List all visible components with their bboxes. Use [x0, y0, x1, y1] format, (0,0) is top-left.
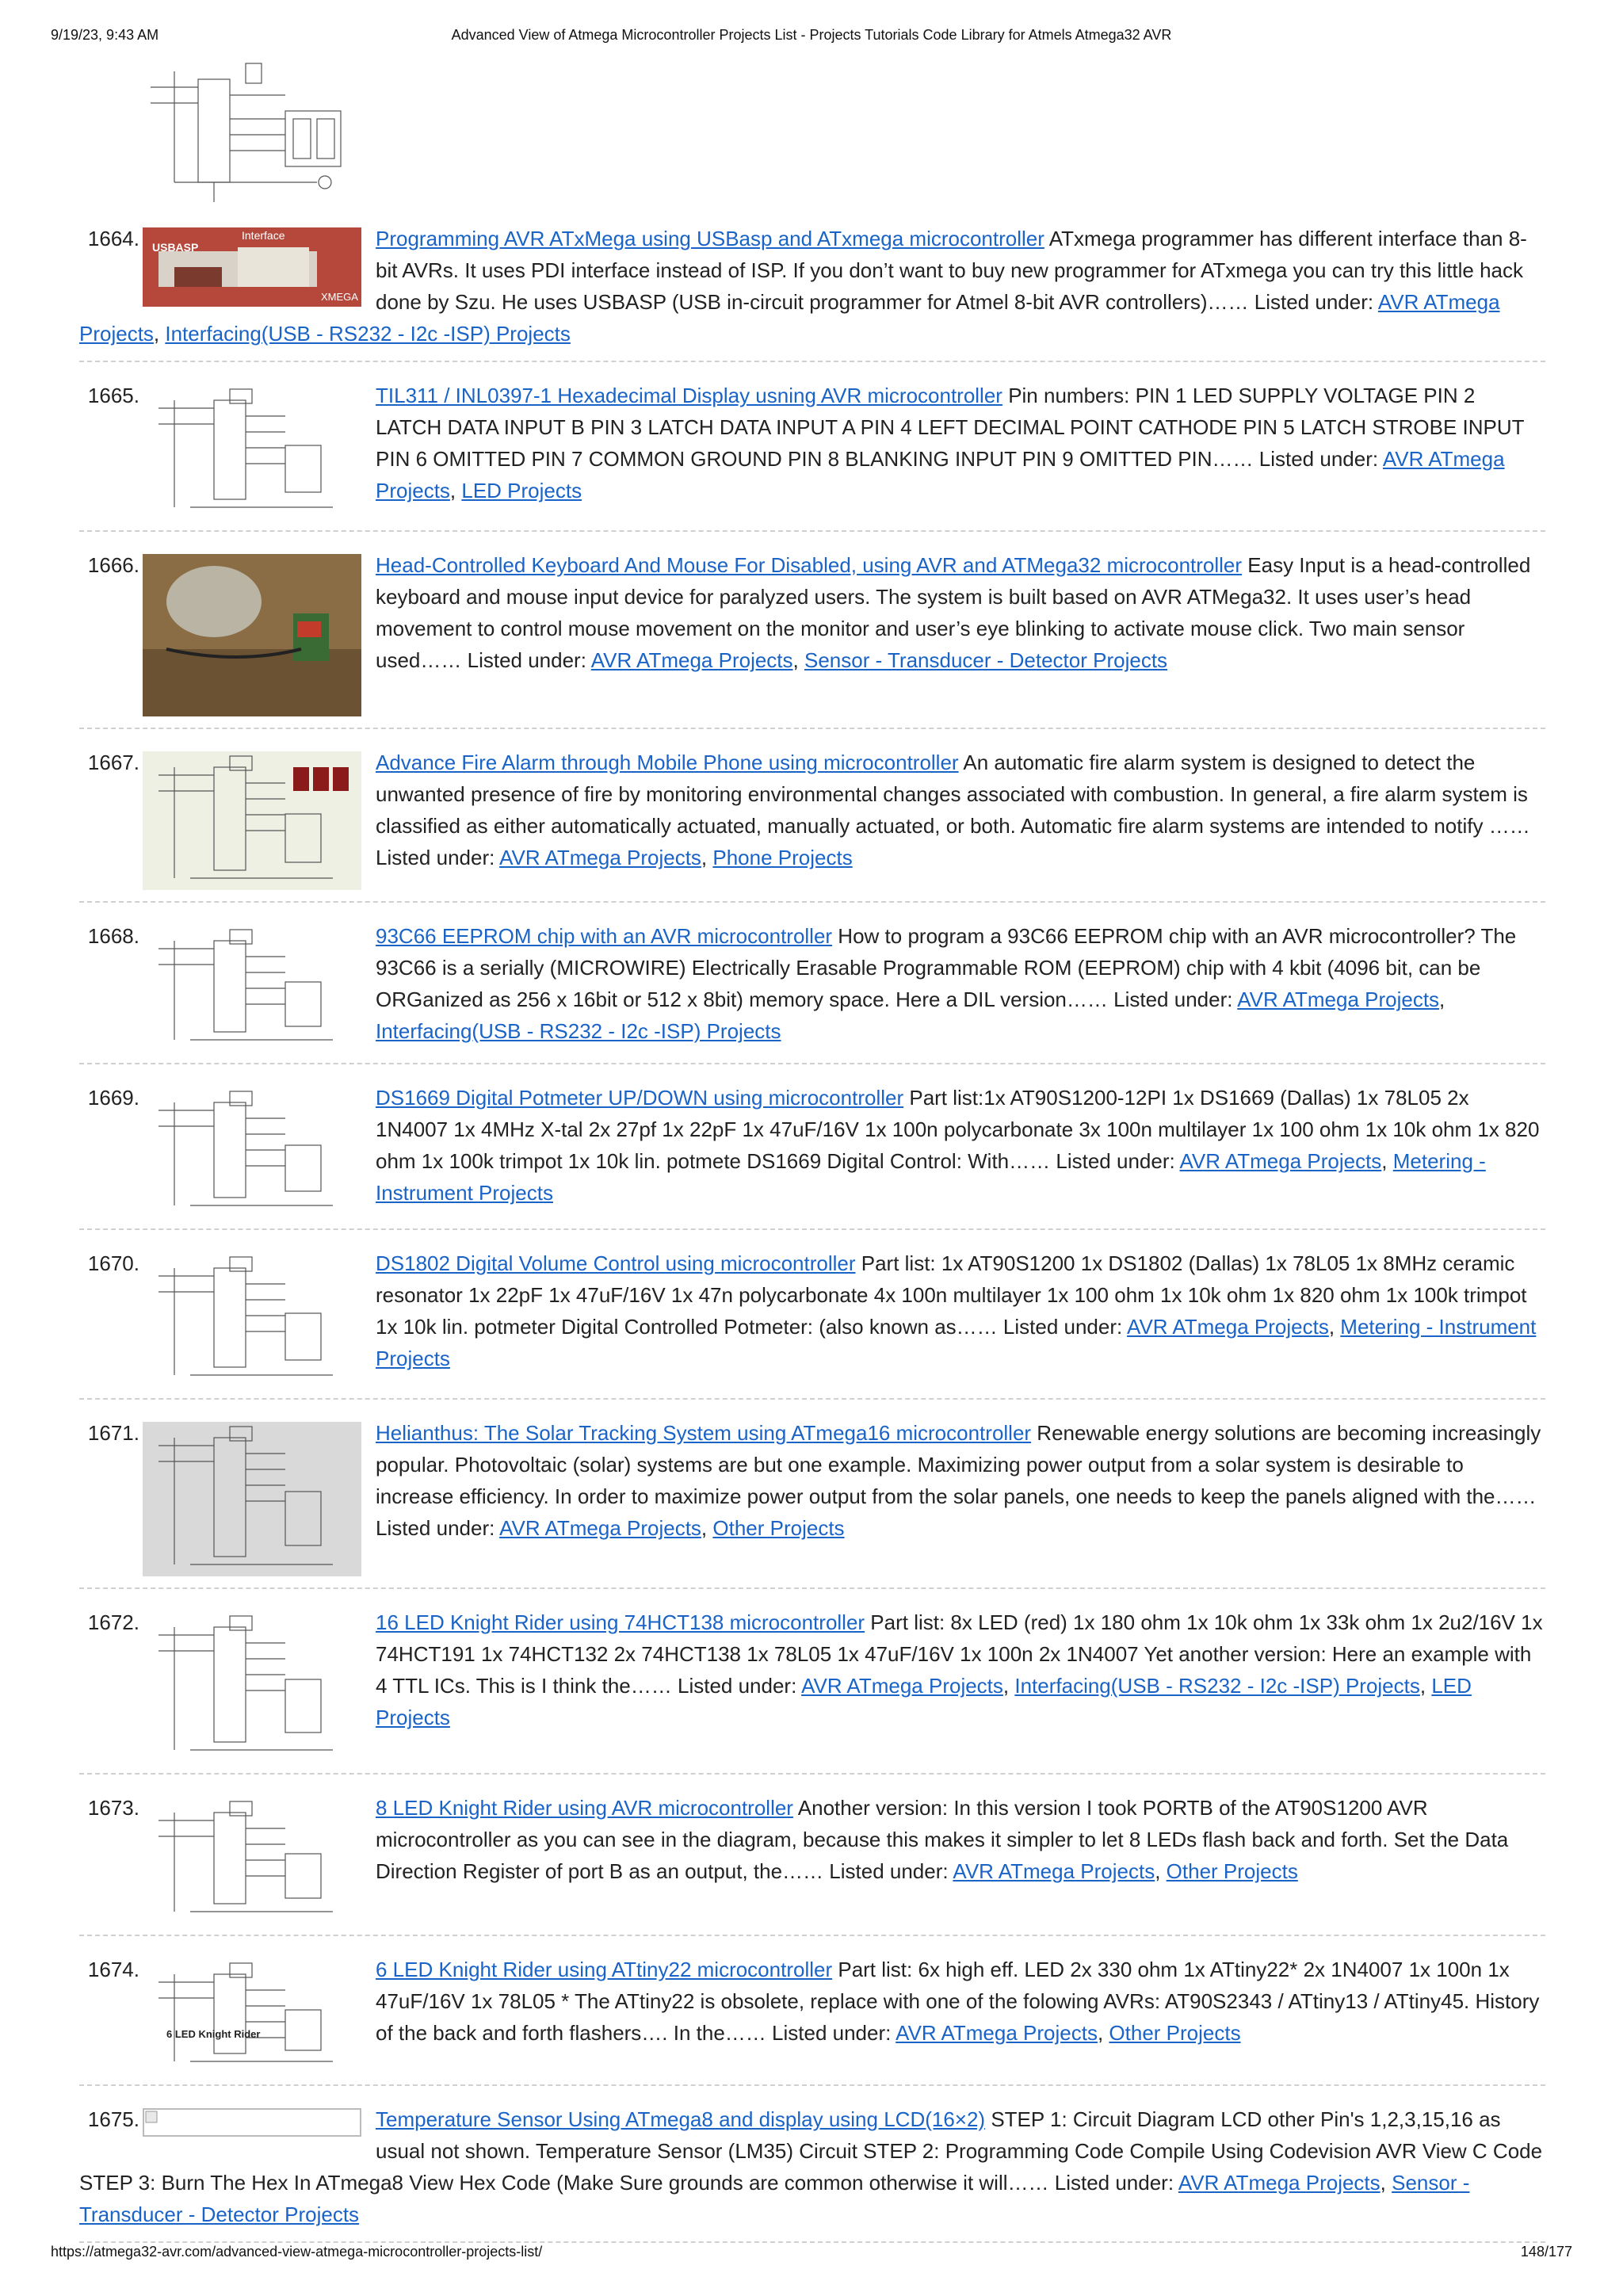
category-link[interactable]: AVR ATmega Projects — [499, 1516, 701, 1540]
category-link[interactable]: Interfacing(USB - RS232 - I2c -ISP) Projects — [165, 322, 571, 346]
project-list-item — [79, 375, 1545, 532]
category-link[interactable]: Other Projects — [1109, 2021, 1241, 2045]
category-separator: , — [701, 1516, 713, 1540]
project-thumbnail[interactable] — [143, 1611, 361, 1762]
category-separator: , — [1419, 1674, 1432, 1698]
category-link[interactable]: AVR ATmega Projects — [79, 290, 1500, 346]
project-thumbnail[interactable] — [143, 1797, 361, 1924]
category-separator: , — [1439, 988, 1445, 1011]
category-link[interactable]: AVR ATmega Projects — [801, 1674, 1003, 1698]
project-description: Part list: 6x high eff. LED 2x 330 ohm 1x ATtiny22* 2x 1N4007 1x 100n 1x 47uF/16V 1x 78L05 * The ATtiny22 is obsolete, replace with one of the folowing AVRs: AT90S2343 / ATtiny13 / ATtiny45. History of the back and forth flashers…. In the…… — [376, 1958, 1540, 2045]
thumbnail-caption: 6 LED Knight Rider — [166, 2028, 261, 2040]
category-link[interactable]: AVR ATmega Projects — [1179, 1149, 1382, 1173]
project-title-link[interactable]: Programming AVR ATxMega using USBasp and ATxmega microcontroller — [376, 227, 1044, 250]
category-link[interactable]: AVR ATmega Projects — [896, 2021, 1098, 2045]
project-title-link[interactable]: Helianthus: The Solar Tracking System using ATmega16 microcontroller — [376, 1421, 1032, 1445]
category-separator: , — [792, 648, 804, 672]
listed-under-label: Listed under: — [467, 648, 586, 672]
listed-under-label: Listed under: — [1258, 447, 1379, 471]
category-link[interactable]: Other Projects — [1166, 1859, 1298, 1883]
project-list-item — [79, 1077, 1545, 1230]
category-link[interactable]: Metering - Instrument Projects — [376, 1149, 1486, 1205]
project-title-link[interactable]: Head-Controlled Keyboard And Mouse For Disabled, using AVR and ATMega32 microcontroller — [376, 553, 1243, 577]
item-number: 1674. — [87, 1958, 139, 1981]
project-thumbnail[interactable] — [143, 751, 361, 890]
project-title-link[interactable]: TIL311 / INL0397-1 Hexadecimal Display usning AVR microcontroller — [376, 384, 1002, 407]
category-separator: , — [1002, 1674, 1015, 1698]
category-link[interactable]: AVR ATmega Projects — [590, 648, 793, 672]
item-number: 1665. — [87, 384, 139, 407]
item-number: 1673. — [87, 1796, 139, 1820]
item-number: 1670. — [87, 1251, 139, 1275]
project-thumbnail[interactable] — [143, 1422, 361, 1576]
project-title-link[interactable]: 8 LED Knight Rider using AVR microcontroller — [376, 1796, 793, 1820]
item-number: 1669. — [87, 1086, 139, 1110]
category-link[interactable]: Other Projects — [712, 1516, 845, 1540]
item-number: 1666. — [87, 553, 139, 577]
project-list-item — [79, 1243, 1545, 1400]
project-thumbnail[interactable] — [143, 2108, 361, 2137]
project-description: Part list: 1x AT90S1200 1x DS1802 (Dallas) 1x 78L05 1x 8MHz ceramic resonator 1x 22pF 1x 47uF/16V 1x 47n polycarbonate 4x 100n multilayer 1x 100 ohm 1x 10k ohm 1x 820 ohm 1x 100k trimpot 1x 10k lin. potmeter Digital Controlled Potmeter: (also known as…… — [376, 1251, 1527, 1339]
project-list-item — [79, 742, 1545, 903]
category-separator: , — [701, 846, 713, 869]
item-number: 1667. — [87, 751, 139, 774]
page-number: 148/177 — [1520, 2244, 1572, 2260]
category-separator: , — [153, 322, 166, 346]
page-title: Advanced View of Atmega Microcontroller Projects List - Projects Tutorials Code Library for Atmels Atmega32 AVR — [451, 27, 1172, 43]
category-link[interactable]: AVR ATmega Projects — [1237, 988, 1440, 1011]
category-link[interactable]: LED Projects — [376, 1674, 1472, 1729]
category-separator: , — [1380, 2171, 1392, 2195]
category-link[interactable]: Metering - Instrument Projects — [376, 1315, 1537, 1370]
item-number: 1668. — [87, 924, 139, 948]
listed-under-label: Listed under: — [376, 1516, 495, 1540]
project-title-link[interactable]: DS1802 Digital Volume Control using microcontroller — [376, 1251, 856, 1275]
project-title-link[interactable]: 16 LED Knight Rider using 74HCT138 microcontroller — [376, 1610, 865, 1634]
project-description: STEP 1: Circuit Diagram LCD other Pin's 1,2,3,15,16 as usual not shown. Temperature Sensor (LM35) Circuit STEP 2: Programming Code Compile Using Codevision AVR View C Code STEP 3: Burn The Hex In ATmega8 View Hex Code (Make Sure grounds are common otherwise it will…… — [79, 2107, 1543, 2195]
project-description: Renewable energy solutions are becoming increasingly popular. Photovoltaic (solar) systems are but one example. Maximizing power output from a solar system is desirable to increase efficiency. In order to maximize power output from the solar panels, one needs to keep the panels aligned with the…… — [376, 1421, 1541, 1508]
item-number: 1664. — [87, 227, 139, 250]
category-link[interactable]: AVR ATmega Projects — [1178, 2171, 1381, 2195]
item-number: 1672. — [87, 1610, 139, 1634]
project-description: An automatic fire alarm system is designed to detect the unwanted presence of fire by monitoring environmental changes associated with combustion. In general, a fire alarm system is classified as either automatically actuated, manually actuated, or both. Automatic fire alarm systems are intended to notify …… — [376, 751, 1530, 838]
xmega-label: XMEGA — [321, 291, 358, 303]
category-separator: , — [1328, 1315, 1341, 1339]
project-title-link[interactable]: DS1669 Digital Potmeter UP/DOWN using microcontroller — [376, 1086, 904, 1110]
project-list-item — [79, 1787, 1545, 1936]
category-link[interactable]: AVR ATmega Projects — [953, 1859, 1155, 1883]
project-title-link[interactable]: Advance Fire Alarm through Mobile Phone using microcontroller — [376, 751, 959, 774]
project-list-item — [79, 544, 1545, 729]
page-header — [51, 27, 1572, 51]
project-description: Pin numbers: PIN 1 LED SUPPLY VOLTAGE PIN 2 LATCH DATA INPUT B PIN 3 LATCH DATA INPUT A PIN 4 LEFT DECIMAL POINT CATHODE PIN 5 LATCH STROBE INPUT PIN 6 OMITTED PIN 7 COMMON GROUND PIN 8 BLANKING INPUT PIN 9 OMITTED PIN…… — [376, 384, 1525, 471]
project-thumbnail[interactable] — [143, 1087, 361, 1217]
category-separator: , — [449, 479, 462, 502]
project-title-link[interactable]: 93C66 EEPROM chip with an AVR microcontroller — [376, 924, 833, 948]
project-title-link[interactable]: Temperature Sensor Using ATmega8 and display using LCD(16×2) — [376, 2107, 986, 2131]
projects-list — [79, 218, 1545, 2243]
item-number: 1671. — [87, 1421, 139, 1445]
project-thumbnail[interactable] — [143, 1958, 361, 2073]
interface-label: Interface — [242, 229, 285, 242]
project-description: How to program a 93C66 EEPROM chip with an AVR microcontroller? The 93C66 is a serially (MICROWIRE) Electrically Erasable Programmable ROM (EEPROM) chip with 4 kbit (4096 bit, can be ORGanized as 256 x 16bit or 512 x 8bit) memory space. Here a DIL version…… — [376, 924, 1517, 1011]
listed-under-label: Listed under: — [677, 1674, 797, 1698]
project-description: Easy Input is a head-controlled keyboard and mouse input device for paralyzed users. The system is built based on AVR ATMega32. It uses user’s head movement to control mouse movement on the monitor and user’s eye blinking to activate mouse click. Two main sensor used…… — [376, 553, 1531, 672]
category-link[interactable]: AVR ATmega Projects — [499, 846, 701, 869]
listed-under-label: Listed under: — [1056, 1149, 1175, 1173]
category-link[interactable]: AVR ATmega Projects — [1127, 1315, 1329, 1339]
listed-under-label: Listed under: — [772, 2021, 892, 2045]
project-list-item — [79, 1602, 1545, 1775]
usbasp-label: USBASP — [152, 241, 199, 254]
listed-under-label: Listed under: — [1054, 2171, 1174, 2195]
category-link[interactable]: Interfacing(USB - RS232 - I2c -ISP) Projects — [1014, 1674, 1420, 1698]
project-list-item — [79, 1949, 1545, 2086]
project-description: ATxmega programmer has different interface than 8-bit AVRs. It uses PDI interface instead of ISP. If you don’t want to buy new programmer for ATxmega you can try this little hack done by Szu. He uses USBASP (USB in-circuit programmer for Atmel 8-bit AVR controllers)…… — [376, 227, 1527, 314]
print-datetime: 9/19/23, 9:43 AM — [51, 27, 159, 43]
category-link[interactable]: Sensor - Transducer - Detector Projects — [79, 2171, 1470, 2226]
listed-under-label: Listed under: — [1113, 988, 1233, 1011]
page-footer — [51, 2244, 1572, 2266]
project-title-link[interactable]: 6 LED Knight Rider using ATtiny22 microcontroller — [376, 1958, 833, 1981]
project-list-item — [79, 915, 1545, 1064]
project-list-item — [79, 1412, 1545, 1589]
category-link[interactable]: AVR ATmega Projects — [376, 447, 1505, 502]
listed-under-label: Listed under: — [1002, 1315, 1123, 1339]
listed-under-label: Listed under: — [829, 1859, 949, 1883]
project-list-item — [79, 2099, 1545, 2243]
project-description: Part list: 8x LED (red) 1x 180 ohm 1x 10k ohm 1x 33k ohm 1x 2u2/16V 1x 74HCT191 1x 74HCT132 2x 74HCT138 1x 78L05 1x 47uF/16V 1x 100n 2x 1N4007 Yet another version: Here an example with 4 TTL ICs. This is I think the…… — [376, 1610, 1543, 1698]
project-description: Part list:1x AT90S1200-12PI 1x DS1669 (Dallas) 1x 78L05 2x 1N4007 1x 4MHz X-tal 2x 27pf 1x 22pF 1x 47uF/16V 1x 100n polycarbonate 3x 100n multilayer 1x 100 ohm 1x 10k ohm 1x 820 ohm 1x 100k trimpot 1x 10k lin. potmete DS1669 Digital Control: With…… — [376, 1086, 1540, 1173]
project-thumbnail[interactable] — [143, 925, 361, 1052]
previous-item-schematic-thumbnail[interactable] — [143, 55, 365, 206]
project-thumbnail[interactable] — [143, 227, 361, 307]
category-separator: , — [1381, 1149, 1393, 1173]
category-separator: , — [1155, 1859, 1167, 1883]
page-url: https://atmega32-avr.com/advanced-view-atmega-microcontroller-projects-list/ — [51, 2244, 543, 2260]
category-link[interactable]: Phone Projects — [712, 846, 853, 869]
category-link[interactable]: Interfacing(USB - RS232 - I2c -ISP) Projects — [376, 1019, 781, 1043]
item-number: 1675. — [87, 2107, 139, 2131]
listed-under-label: Listed under: — [1254, 290, 1374, 314]
category-separator: , — [1097, 2021, 1109, 2045]
category-link[interactable]: Sensor - Transducer - Detector Projects — [804, 648, 1168, 672]
project-list-item — [79, 218, 1545, 362]
category-link[interactable]: LED Projects — [461, 479, 582, 502]
project-description: Another version: In this version I took PORTB of the AT90S1200 AVR microcontroller as you can see in the diagram, because this makes it simpler to let 8 LEDs flash back and forth. Set the Data Direction Register of port B as an output, the…… — [376, 1796, 1509, 1883]
project-thumbnail[interactable] — [143, 1252, 361, 1387]
project-thumbnail[interactable] — [143, 554, 361, 716]
project-thumbnail[interactable] — [143, 384, 361, 519]
listed-under-label: Listed under: — [376, 846, 495, 869]
